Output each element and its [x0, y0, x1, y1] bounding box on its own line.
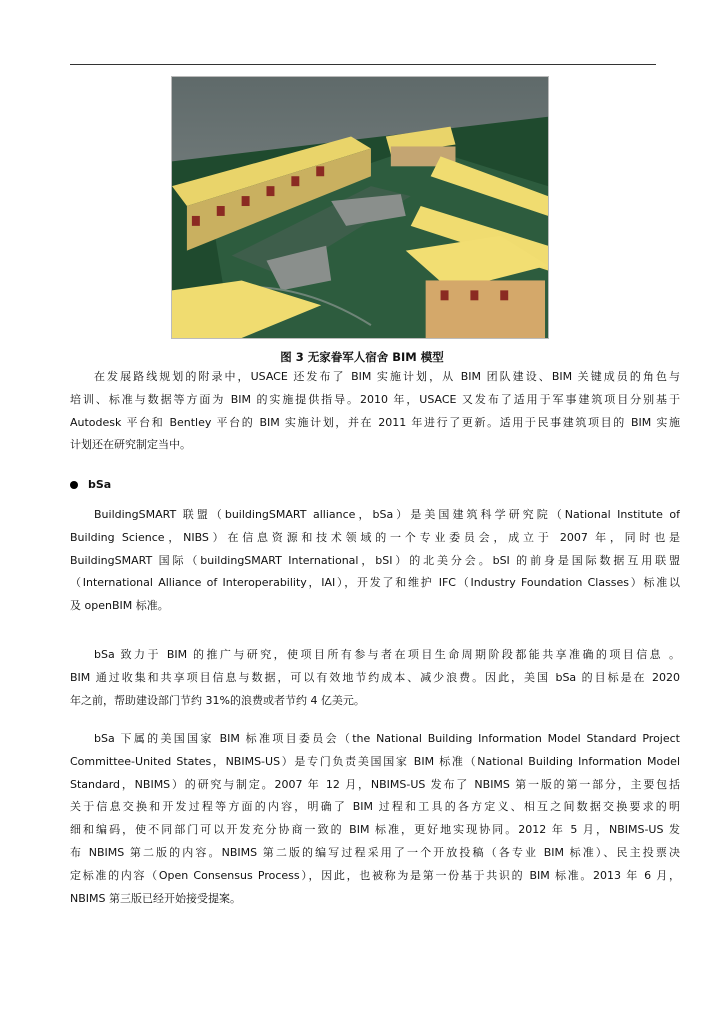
text-line: 计划还在研究制定当中。 [70, 438, 191, 452]
text-line: NBIMS 第三版已经开始接受提案。 [70, 891, 241, 905]
figure-caption: 图 3 无家眷军人宿舍 BIM 模型 [280, 350, 444, 364]
paragraph-nbims [70, 728, 680, 910]
text-line: Committee-United States，NBIMS-US）是专门负责美国国家 BIM 标准（National Building Information Model [70, 754, 680, 768]
text-line: 关于信息交换和开发过程等方面的内容，明确了 BIM 过程和工具的各方定义、相互之间数据交换要求的明 [70, 800, 680, 814]
text-line: Standard，NBIMS）的研究与制定。2007 年 12 月，NBIMS-US 发布了 NBIMS 第一版的第一部分，主要包括 [70, 777, 680, 791]
text-line: Building Science，NIBS）在信息资源和技术领域的一个专业委员会，成立于 2007 年，同时也是 [70, 530, 680, 544]
bim-model-figure [171, 76, 549, 339]
text-line: Autodesk 平台和 Bentley 平台的 BIM 实施计划，并在 2011 年进行了更新。适用于民事建筑项目的 BIM 实施 [70, 415, 680, 429]
text-line: 布 NBIMS 第二版的内容。NBIMS 第二版的编写过程采用了一个开放投稿（各专业 BIM 标准）、民主投票决 [70, 845, 680, 859]
text-line: 及 openBIM 标准。 [70, 599, 169, 613]
text-line: BuildingSMART 联盟（buildingSMART alliance，bSa）是美国建筑科学研究院（National Institute of [94, 508, 680, 521]
text-line: 细和编码，使不同部门可以开发充分协商一致的 BIM 标准，更好地实现协同。2012 年 5 月，NBIMS-US 发 [70, 823, 680, 837]
text-line: （International Alliance of Interoperability，IAI），开发了和维护 IFC（Industry Foundation Classes）标准以 [70, 576, 680, 590]
header-rule [70, 64, 656, 65]
bim-model-render [172, 77, 548, 338]
text-line: BuildingSMART 国际（buildingSMART International，bSI）的北美分会。bSI 的前身是国际数据互用联盟 [70, 553, 680, 567]
text-line: 在发展路线规划的附录中，USACE 还发布了 BIM 实施计划，从 BIM 团队建设、BIM 关键成员的角色与 [94, 370, 680, 383]
bullet-label: bSa [88, 478, 112, 491]
text-line: 定标准的内容（Open Consensus Process），因此，也被称为是第一份基于共识的 BIM 标准。2013 年 6 月， [70, 868, 680, 882]
text-line: bSa 下属的美国国家 BIM 标准项目委员会（the National Building Information Model Standard Project [94, 732, 680, 745]
text-line: BIM 通过收集和共享项目信息与数据，可以有效地节约成本、减少浪费。因此，美国 bSa 的目标是在 2020 [70, 670, 680, 684]
section-bullet-bsa [70, 478, 111, 491]
paragraph-usace-bim-plan [70, 366, 680, 457]
text-line: 年之前，帮助建设部门节约 31%的浪费或者节约 4 亿美元。 [70, 693, 365, 707]
paragraph-buildingsmart-alliance [70, 504, 680, 618]
paragraph-bsa-goals [70, 644, 680, 712]
text-line: bSa 致力于 BIM 的推广与研究，使项目所有参与者在项目生命周期阶段都能共享准确的项目信息 。 [94, 648, 680, 661]
text-line: 培训、标准与数据等方面为 BIM 的实施提供指导。2010 年，USACE 又发布了适用于军事建筑项目分别基于 [70, 392, 680, 406]
bullet-dot-icon [70, 481, 78, 489]
